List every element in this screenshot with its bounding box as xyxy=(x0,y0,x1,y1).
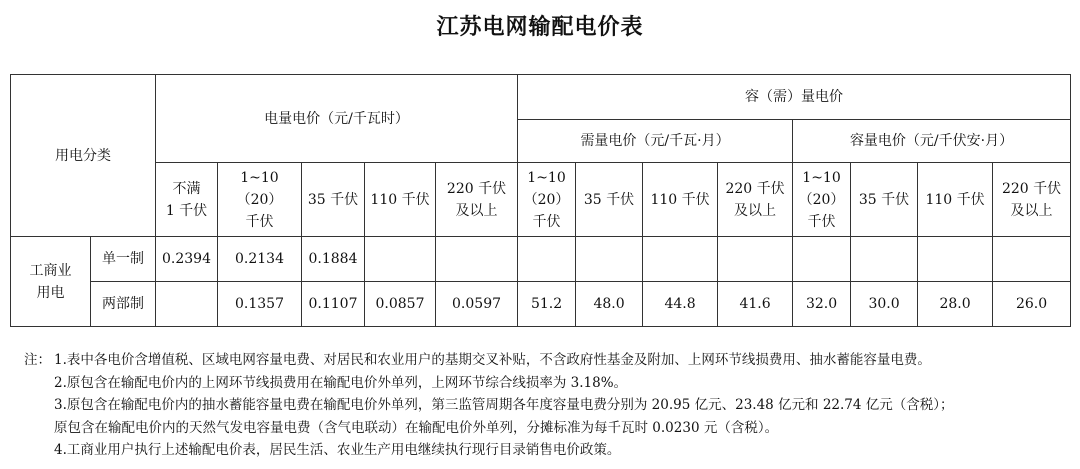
table-cell: 32.0 xyxy=(793,282,851,327)
table-cell xyxy=(918,237,993,282)
table-cell: 0.2134 xyxy=(218,237,302,282)
table-cell xyxy=(793,237,851,282)
voltage-header: 1~10（20） 千伏 xyxy=(218,163,302,237)
group-label: 工商业 用电 xyxy=(11,237,91,327)
table-cell: 26.0 xyxy=(993,282,1071,327)
voltage-header: 1~10 （20） 千伏 xyxy=(793,163,851,237)
table-cell: 30.0 xyxy=(851,282,918,327)
voltage-header: 1~10 （20） 千伏 xyxy=(518,163,576,237)
table-cell: 41.6 xyxy=(718,282,793,327)
voltage-header: 110 千伏 xyxy=(643,163,718,237)
table-cell: 0.1107 xyxy=(302,282,365,327)
voltage-header: 110 千伏 xyxy=(918,163,993,237)
voltage-header: 35 千伏 xyxy=(851,163,918,237)
table-cell: 0.1884 xyxy=(302,237,365,282)
page-title: 江苏电网输配电价表 xyxy=(436,14,644,40)
voltage-header: 220 千伏 及以上 xyxy=(993,163,1071,237)
header-row-1 xyxy=(11,75,1071,120)
table-cell: 0.0597 xyxy=(436,282,518,327)
voltage-header: 35 千伏 xyxy=(576,163,643,237)
table-cell xyxy=(156,282,218,327)
notes-section xyxy=(24,349,1074,462)
capacity-price-header: 容量电价（元/千伏安·月） xyxy=(793,120,1071,163)
table-cell: 0.2394 xyxy=(156,237,218,282)
note-3: 3.原包含在输配电价内的抽水蓄能容量电费在输配电价外单列，第三监管周期各年度容量电费分别为 20.95 亿元、23.48 亿元和 22.74 亿元（含税）； xyxy=(54,397,954,413)
table-row xyxy=(11,237,1071,282)
table-cell xyxy=(851,237,918,282)
demand-price-header: 需量电价（元/千瓦·月） xyxy=(518,120,793,163)
tariff-table xyxy=(10,74,1071,327)
voltage-header: 不满 1 千伏 xyxy=(156,163,218,237)
voltage-header: 220 千伏 及以上 xyxy=(436,163,518,237)
voltage-header: 35 千伏 xyxy=(302,163,365,237)
table-cell xyxy=(718,237,793,282)
note-1: 注： 1.表中各电价含增值税、区域电网容量电费、对居民和农业用户的基期交叉补贴，不含政府性基金及附加、上网环节线损费用、抽水蓄能容量电费。 xyxy=(24,349,1074,372)
note-2: 2.原包含在输配电价内的上网环节线损费用在输配电价外单列，上网环节综合线损率为 3.18%。 xyxy=(54,374,628,391)
table-row xyxy=(11,282,1071,327)
note-3-continued: 原包含在输配电价内的天然气发电容量电费（含气电联动）在输配电价外单列，分摊标准为每千瓦时 0.0230 元（含税）。 xyxy=(54,419,779,436)
header-row-voltage xyxy=(11,163,1071,237)
row-label: 单一制 xyxy=(91,237,156,282)
table-cell xyxy=(436,237,518,282)
table-cell: 44.8 xyxy=(643,282,718,327)
energy-price-header: 电量电价（元/千瓦时） xyxy=(156,75,518,163)
table-cell xyxy=(576,237,643,282)
table-cell: 48.0 xyxy=(576,282,643,327)
table-cell xyxy=(518,237,576,282)
table-cell: 28.0 xyxy=(918,282,993,327)
row-label: 两部制 xyxy=(91,282,156,327)
table-cell xyxy=(365,237,436,282)
voltage-header: 220 千伏 及以上 xyxy=(718,163,793,237)
category-header: 用电分类 xyxy=(11,75,156,237)
table-cell: 51.2 xyxy=(518,282,576,327)
table-cell xyxy=(643,237,718,282)
table-cell: 0.0857 xyxy=(365,282,436,327)
capacity-demand-header: 容（需）量电价 xyxy=(518,75,1071,120)
notes-prefix: 注： xyxy=(24,352,51,368)
voltage-header: 110 千伏 xyxy=(365,163,436,237)
note-4: 4.工商业用户执行上述输配电价表，居民生活、农业生产用电继续执行现行目录销售电价政策。 xyxy=(54,442,621,458)
table-cell xyxy=(993,237,1071,282)
table-cell: 0.1357 xyxy=(218,282,302,327)
